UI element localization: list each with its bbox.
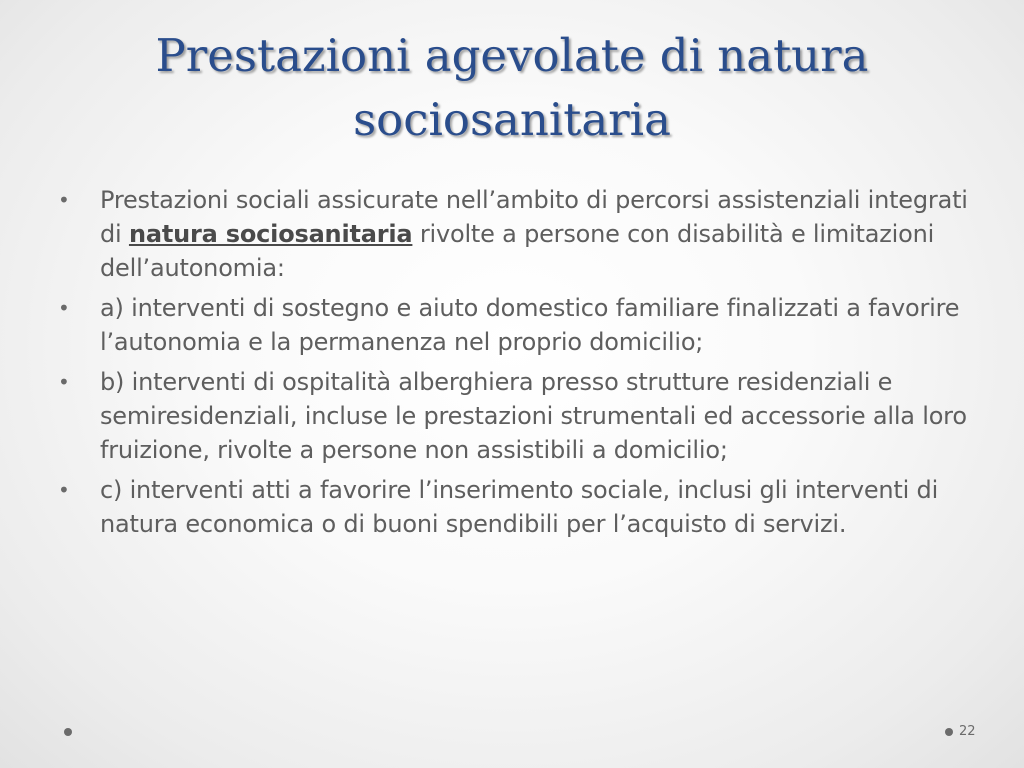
bullet-marker: •: [58, 188, 70, 212]
bullet-text: c) interventi atti a favorire l’inserimento sociale, inclusi gli interventi di natura economica o di buoni spendibili per l’acquisto di servizi.: [100, 476, 939, 538]
bullet-item: [56, 291, 968, 359]
bullet-text-continued: rivolte a persone con disabilità e limitazioni dell’autonomia:: [100, 220, 935, 282]
footer-dot-left: [64, 728, 72, 736]
footer-dot-right: [945, 728, 953, 736]
slide-title: [60, 24, 964, 152]
bullet-item: [56, 473, 968, 541]
bullet-marker: •: [58, 296, 70, 320]
bullet-marker: •: [58, 478, 70, 502]
slide-title-line-1: Prestazioni agevolate di natura: [155, 29, 869, 82]
bullet-text: b) interventi di ospitalità alberghiera presso strutture residenziali e semiresidenziali, incluse le prestazioni strumentali ed accessorie alla loro fruizione, rivolte a persone non assistibili a domicilio;: [100, 368, 967, 464]
bullet-item: [56, 365, 968, 467]
slide-title-line-2: sociosanitaria: [353, 93, 671, 146]
bullet-list: [56, 183, 968, 547]
bullet-item: [56, 183, 968, 285]
bullet-text: Prestazioni sociali assicurate nell’ambito di percorsi assistenziali integrati di: [100, 186, 968, 248]
page-number: 22: [959, 724, 976, 739]
bullet-text: a) interventi di sostegno e aiuto domestico familiare finalizzati a favorire l’autonomia e la permanenza nel proprio domicilio;: [100, 294, 960, 356]
emphasized-term: natura sociosanitaria: [128, 220, 413, 248]
bullet-marker: •: [58, 370, 70, 394]
